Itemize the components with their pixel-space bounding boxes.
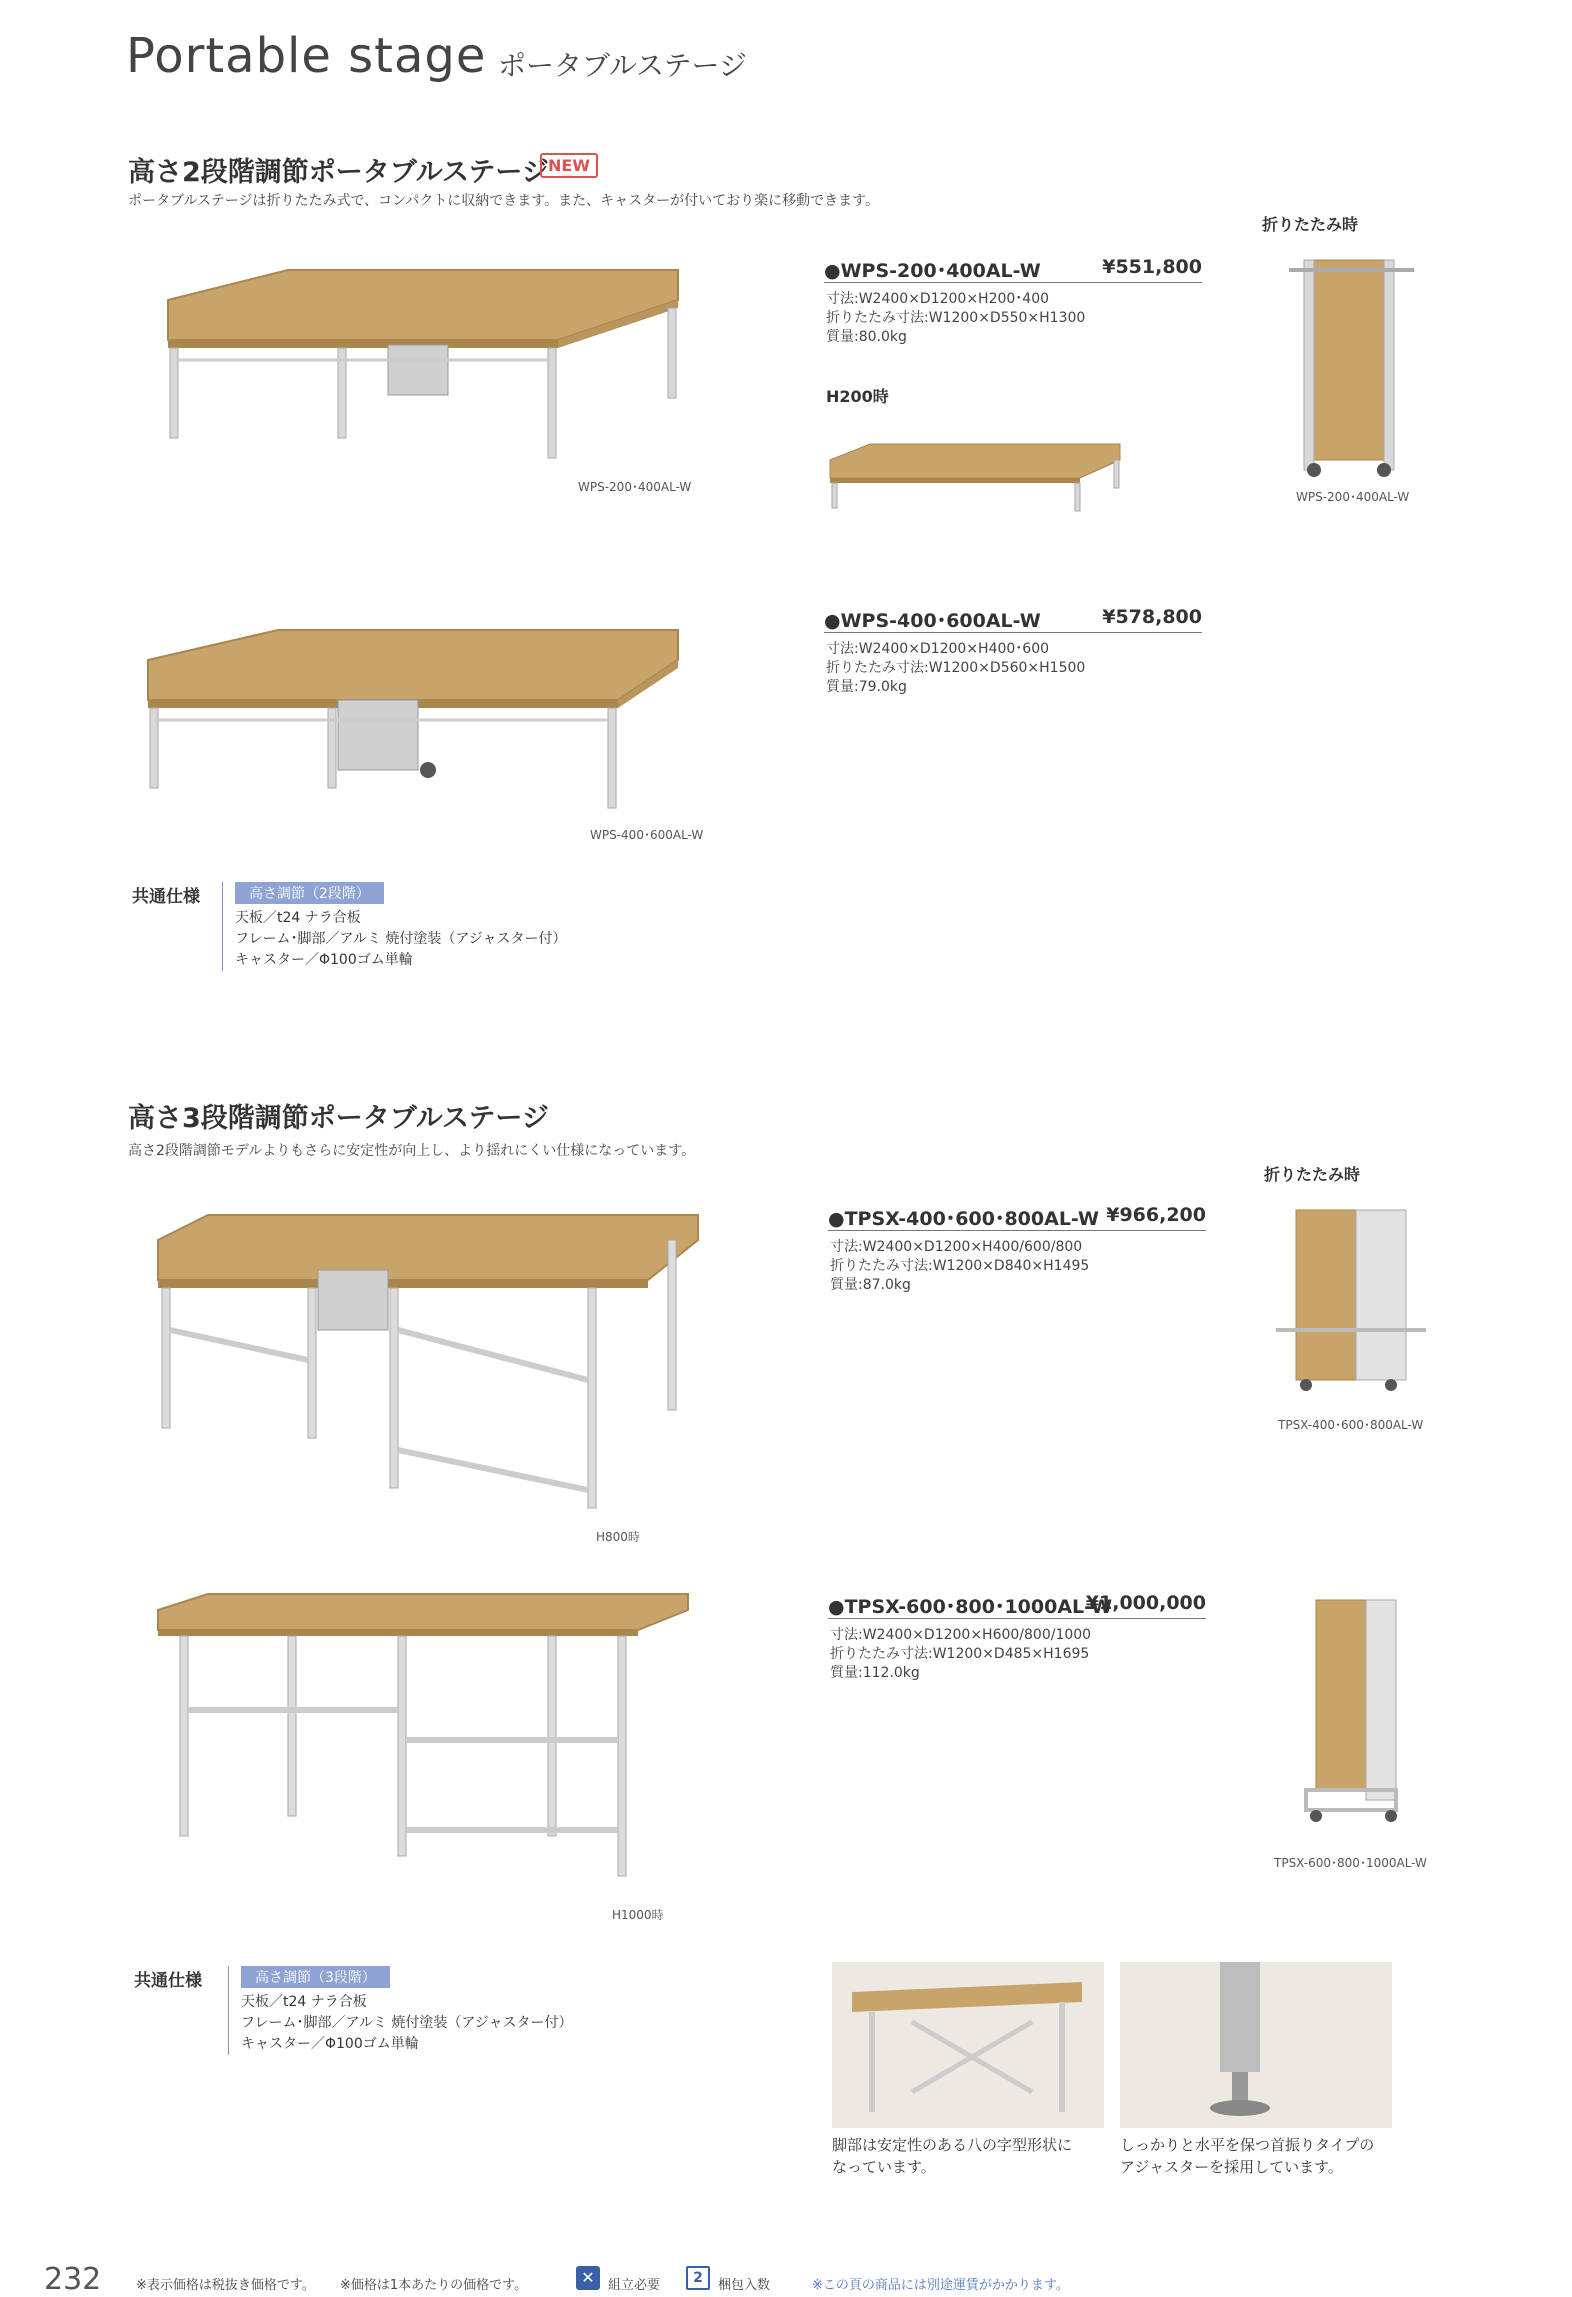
common2-line-caster: キャスター／Φ100ゴム単輪 xyxy=(241,2036,419,2052)
folded4-caption: TPSX-600･800･1000AL-W xyxy=(1274,1856,1427,1870)
product2-price: ¥578,800 xyxy=(1102,606,1202,628)
folded1-caption: WPS-200･400AL-W xyxy=(1296,490,1410,504)
product1-rule xyxy=(824,282,1202,283)
common2-tag: 高さ調節（3段階） xyxy=(241,1966,390,1988)
footer-note-tax: ※表示価格は税抜き価格です。 xyxy=(136,2278,315,2293)
detail-note-legs-line2: なっています。 xyxy=(832,2158,936,2176)
common1-box xyxy=(222,882,567,971)
common1-label: 共通仕様 xyxy=(132,887,200,907)
product2-name: ●WPS-400･600AL-W xyxy=(824,610,1041,632)
detail-note-legs xyxy=(832,2134,1072,2178)
product3-dimensions: 寸法:W2400×D1200×H400/600/800 xyxy=(830,1239,1083,1255)
wrench-icon: ✕ xyxy=(576,2266,600,2290)
product3-folded-dimensions: 折りたたみ寸法:W1200×D840×H1495 xyxy=(830,1258,1090,1274)
stage-image-wps-400-600 xyxy=(138,620,698,820)
product3-caption: H800時 xyxy=(596,1530,640,1544)
page-title-ja: ポータブルステージ xyxy=(498,49,747,82)
folded-image-wps-200-400 xyxy=(1284,250,1424,480)
product1-sub-label: H200時 xyxy=(826,387,889,406)
product1-caption: WPS-200･400AL-W xyxy=(578,480,692,494)
page-number: 232 xyxy=(44,2262,102,2297)
product2-weight: 質量:79.0kg xyxy=(826,679,907,695)
product3-rule xyxy=(828,1230,1206,1231)
common1-tag: 高さ調節（2段階） xyxy=(235,882,384,904)
product3-weight: 質量:87.0kg xyxy=(830,1277,911,1293)
product3-name: ●TPSX-400･600･800AL-W xyxy=(828,1208,1099,1230)
folded3-caption: TPSX-400･600･800AL-W xyxy=(1278,1418,1424,1432)
product1-specs xyxy=(826,290,1085,347)
folded-image-tpsx-400-800 xyxy=(1276,1200,1426,1400)
product4-caption: H1000時 xyxy=(612,1908,664,1922)
product3-specs xyxy=(830,1238,1089,1295)
detail-note-adjuster xyxy=(1120,2134,1374,2178)
section1-folded-label: 折りたたみ時 xyxy=(1262,215,1359,234)
product2-rule xyxy=(824,632,1202,633)
product1-price: ¥551,800 xyxy=(1102,256,1202,278)
common2-box xyxy=(228,1966,573,2055)
common1-line-caster: キャスター／Φ100ゴム単輪 xyxy=(235,952,413,968)
product2-folded-dimensions: 折りたたみ寸法:W1200×D560×H1500 xyxy=(826,660,1086,676)
detail-note-legs-line1: 脚部は安定性のある八の字型形状に xyxy=(832,2136,1073,2154)
product2-dimensions: 寸法:W2400×D1200×H400･600 xyxy=(826,641,1050,657)
product4-price: ¥1,000,000 xyxy=(1085,1592,1206,1614)
product4-name: ●TPSX-600･800･1000AL-W xyxy=(828,1596,1113,1618)
common2-line-top: 天板／t24 ナラ合板 xyxy=(241,1994,367,2010)
product1-dimensions: 寸法:W2400×D1200×H200･400 xyxy=(826,291,1050,307)
stage-image-tpsx-600-1000 xyxy=(148,1590,708,1880)
package-count-number: 2 xyxy=(686,2266,710,2290)
footer-package: 梱包入数 xyxy=(718,2278,771,2293)
stage-image-h200 xyxy=(820,440,1130,520)
new-badge: NEW xyxy=(540,153,598,178)
section2-folded-label: 折りたたみ時 xyxy=(1264,1165,1361,1184)
product2-specs xyxy=(826,640,1085,697)
footer-shipping-note: ※この頁の商品には別途運賃がかかります。 xyxy=(812,2278,1069,2293)
product3-price: ¥966,200 xyxy=(1106,1204,1206,1226)
footer-assembly: 組立必要 xyxy=(608,2278,661,2293)
detail-note-adjuster-line2: アジャスターを採用しています。 xyxy=(1120,2158,1343,2176)
section2-description: 高さ2段階調節モデルよりもさらに安定性が向上し、より揺れにくい仕様になっています。 xyxy=(128,1143,696,1159)
product1-weight: 質量:80.0kg xyxy=(826,329,907,345)
product1-name: ●WPS-200･400AL-W xyxy=(824,260,1041,282)
product2-caption: WPS-400･600AL-W xyxy=(590,828,704,842)
section1-description: ポータブルステージは折りたたみ式で、コンパクトに収納できます。また、キャスターが付いており楽に移動できます。 xyxy=(128,193,879,209)
section1-title: 高さ2段階調節ポータブルステージ xyxy=(128,157,549,188)
common1-line-frame: フレーム･脚部／アルミ 焼付塗装（アジャスター付） xyxy=(235,931,567,947)
product4-weight: 質量:112.0kg xyxy=(830,1665,920,1681)
product4-folded-dimensions: 折りたたみ寸法:W1200×D485×H1695 xyxy=(830,1646,1090,1662)
detail-note-adjuster-line1: しっかりと水平を保つ首振りタイプの xyxy=(1120,2136,1375,2154)
common2-label: 共通仕様 xyxy=(134,1971,202,1991)
footer-note-unit: ※価格は1本あたりの価格です。 xyxy=(340,2278,528,2293)
detail-photo-legs xyxy=(832,1962,1104,2128)
folded-image-tpsx-600-1000 xyxy=(1286,1590,1416,1830)
stage-image-wps-200-400 xyxy=(138,260,698,460)
product4-rule xyxy=(828,1618,1206,1619)
detail-photo-adjuster xyxy=(1120,1962,1392,2128)
common2-line-frame: フレーム･脚部／アルミ 焼付塗装（アジャスター付） xyxy=(241,2015,573,2031)
section2-title: 高さ3段階調節ポータブルステージ xyxy=(128,1103,549,1134)
product4-specs xyxy=(830,1626,1091,1683)
product4-dimensions: 寸法:W2400×D1200×H600/800/1000 xyxy=(830,1627,1092,1643)
stage-image-tpsx-400-800 xyxy=(148,1210,708,1520)
package-count-icon xyxy=(686,2266,710,2290)
common1-line-top: 天板／t24 ナラ合板 xyxy=(235,910,361,926)
product1-folded-dimensions: 折りたたみ寸法:W1200×D550×H1300 xyxy=(826,310,1086,326)
page-title-en: Portable stage xyxy=(126,28,487,84)
